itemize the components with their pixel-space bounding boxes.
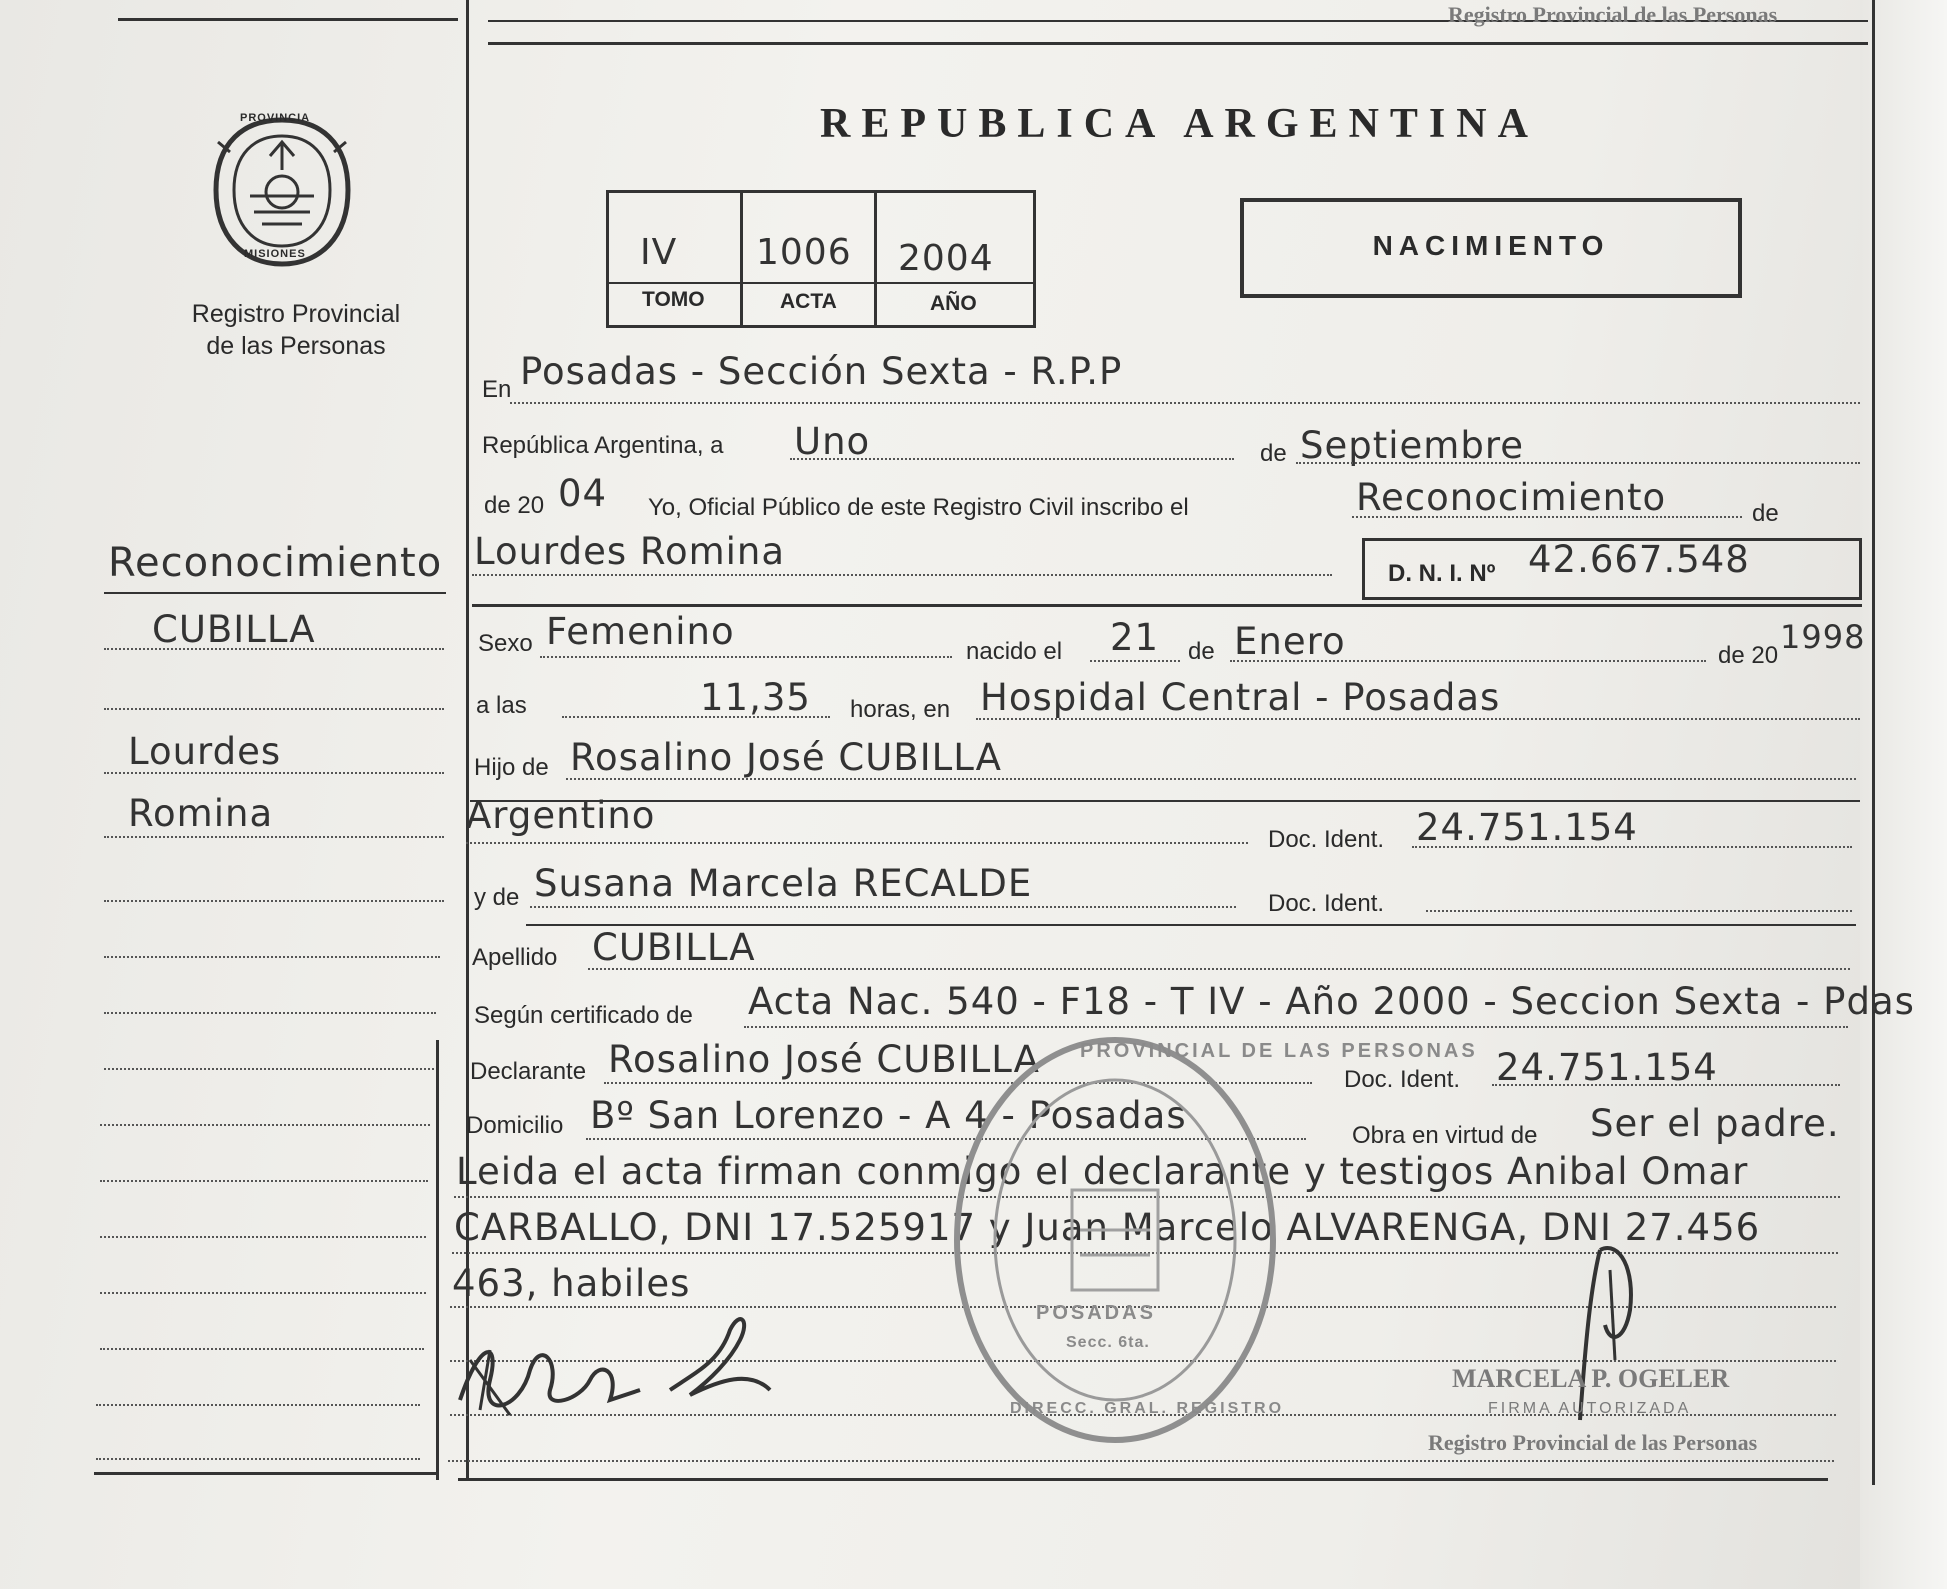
form-line <box>530 906 1236 908</box>
body-line-2: CARBALLO, DNI 17.525917 y Juan Marcelo ALVARENGA, DNI 27.456 <box>454 1206 1761 1249</box>
official-seal-icon <box>950 1030 1280 1450</box>
hijo-label: Hijo de <box>474 754 549 781</box>
form-line <box>1412 846 1852 848</box>
margin-line <box>104 900 444 902</box>
oficial-text: Yo, Oficial Público de este Registro Civil inscribo el <box>648 494 1189 521</box>
horas-label: horas, en <box>850 696 951 723</box>
form-line <box>448 1460 1834 1462</box>
obra-label: Obra en virtud de <box>1352 1122 1538 1149</box>
top-rule-right <box>488 42 1868 45</box>
margin-name-1: Lourdes <box>128 730 282 773</box>
domicilio-label: Domicilio <box>466 1112 564 1139</box>
officer-org: Registro Provincial de las Personas <box>1428 1430 1758 1455</box>
dni-label: D. N. I. Nº <box>1388 560 1496 587</box>
margin-line <box>104 708 444 710</box>
section-rule <box>472 604 1862 607</box>
margin-surname: CUBILLA <box>152 608 316 651</box>
margin-line <box>96 1404 420 1406</box>
column-divider-outer <box>436 1040 439 1480</box>
body-line-1: Leida el acta firman conmigo el declarante y testigos Anibal Omar <box>456 1150 1749 1193</box>
hour-value: 11,35 <box>700 676 811 719</box>
witness-signature-2-icon <box>660 1300 780 1410</box>
record-type: NACIMIENTO <box>1372 230 1610 261</box>
registry-name-line2: de las Personas <box>206 332 386 360</box>
mother-value: Susana Marcela RECALDE <box>534 862 1033 905</box>
country-title: REPUBLICA ARGENTINA <box>820 101 1539 147</box>
body-line-3: 463, habiles <box>452 1262 691 1305</box>
form-line <box>562 716 830 718</box>
top-right-stamp: Registro Provincial de las Personas <box>1448 2 1778 27</box>
form-line <box>1090 660 1180 662</box>
ano-label: AÑO <box>930 292 977 315</box>
form-line <box>1426 910 1852 912</box>
acta-value: 1006 <box>756 232 852 273</box>
doc-label-2: Doc. Ident. <box>1268 890 1385 917</box>
margin-line <box>96 1458 420 1460</box>
margin-line <box>104 1068 434 1070</box>
margin-line <box>104 1012 436 1014</box>
form-line <box>1352 516 1742 518</box>
place-value: Hospidal Central - Posadas <box>980 676 1501 719</box>
acta-label: ACTA <box>780 290 837 313</box>
tomo-label: TOMO <box>642 288 705 311</box>
segun-value: Acta Nac. 540 - F18 - T IV - Año 2000 - Seccion Sexta - Pdas <box>748 980 1915 1023</box>
birth-year-prefix: de 20 <box>1718 642 1779 669</box>
declarante-doc: 24.751.154 <box>1496 1046 1718 1089</box>
segun-label: Según certificado de <box>474 1002 693 1029</box>
column-divider-inner <box>466 0 469 1480</box>
seal-sub: Secc. 6ta. <box>1066 1334 1150 1351</box>
nacido-label: nacido el <box>966 638 1063 665</box>
margin-line <box>104 956 440 958</box>
birth-month: Enero <box>1234 620 1346 663</box>
crest-text-top: PROVINCIA <box>240 112 311 124</box>
form-line <box>976 718 1860 720</box>
declarante-label: Declarante <box>470 1058 587 1085</box>
margin-line <box>104 772 444 774</box>
margin-line <box>100 1124 430 1126</box>
inscribo-value: Reconocimiento <box>1356 476 1667 519</box>
margin-note: Reconocimiento <box>108 540 443 586</box>
birth-year: 1998 <box>1780 618 1866 656</box>
apellido-value: CUBILLA <box>592 926 756 969</box>
ano-value: 2004 <box>898 238 994 279</box>
form-line <box>466 842 1248 844</box>
form-line <box>510 402 1860 404</box>
bottom-rule <box>458 1478 1828 1481</box>
margin-bottom-rule <box>94 1472 436 1475</box>
top-rule-left <box>118 18 458 21</box>
registry-name-line1: Registro Provincial <box>191 300 401 328</box>
day-value: Uno <box>794 420 871 463</box>
margin-line <box>100 1292 426 1294</box>
de2-label: de <box>1752 500 1779 527</box>
form-line <box>472 574 1332 576</box>
father-nationality: Argentino <box>466 794 656 837</box>
sexo-value: Femenino <box>546 610 735 653</box>
y-de-label: y de <box>474 884 520 911</box>
form-line <box>790 458 1234 460</box>
declarante-value: Rosalino José CUBILLA <box>608 1038 1040 1081</box>
margin-rule <box>104 592 446 594</box>
book-table-rule <box>606 282 1034 284</box>
year-prefix: de 20 <box>484 492 545 519</box>
en-label: En <box>482 376 512 403</box>
seal-center: POSADAS <box>1036 1302 1156 1324</box>
birth-day: 21 <box>1110 616 1160 659</box>
seal-text-top: PROVINCIAL DE LAS PERSONAS <box>1080 1040 1478 1062</box>
de3-label: de <box>1188 638 1215 665</box>
book-table-divider-1 <box>740 190 743 326</box>
de-label: de <box>1260 440 1287 467</box>
book-table-divider-2 <box>874 190 877 326</box>
doc-label: Doc. Ident. <box>1268 826 1385 853</box>
father-value: Rosalino José CUBILLA <box>570 736 1002 779</box>
margin-line <box>100 1180 428 1182</box>
form-line <box>1492 1084 1840 1086</box>
obra-value: Ser el padre. <box>1590 1102 1840 1145</box>
form-line <box>540 656 952 658</box>
father-doc: 24.751.154 <box>1416 806 1638 849</box>
tomo-value: IV <box>640 232 678 273</box>
seal-text-bottom: DIRECC. GRAL. REGISTRO <box>1010 1400 1285 1417</box>
crest-text-bottom: MISIONES <box>244 248 306 260</box>
a-las-label: a las <box>476 692 527 719</box>
witness-signature-icon <box>450 1320 650 1430</box>
section-rule <box>470 800 1860 802</box>
form-line <box>588 968 1850 970</box>
form-line <box>1230 660 1706 662</box>
margin-line <box>104 648 444 650</box>
margin-line <box>104 836 444 838</box>
month-value: Septiembre <box>1300 424 1524 467</box>
year-value: 04 <box>558 472 608 515</box>
officer-role: FIRMA AUTORIZADA <box>1488 1400 1692 1417</box>
domicilio-value: Bº San Lorenzo - A 4 - Posadas <box>590 1094 1187 1137</box>
child-name: Lourdes Romina <box>474 530 786 573</box>
form-line <box>744 1026 1848 1028</box>
apellido-label: Apellido <box>472 944 558 971</box>
doc-label-3: Doc. Ident. <box>1344 1066 1461 1093</box>
en-value: Posadas - Sección Sexta - R.P.P <box>520 350 1123 393</box>
margin-line <box>100 1348 424 1350</box>
sexo-label: Sexo <box>478 630 533 657</box>
margin-name-2: Romina <box>128 792 274 835</box>
form-line <box>1296 462 1860 464</box>
form-line <box>566 778 1856 780</box>
officer-name: MARCELA P. OGELER <box>1452 1364 1730 1393</box>
republica-label: República Argentina, a <box>482 432 724 459</box>
dni-value: 42.667.548 <box>1528 538 1750 581</box>
right-border <box>1872 0 1875 1485</box>
margin-line <box>100 1236 426 1238</box>
